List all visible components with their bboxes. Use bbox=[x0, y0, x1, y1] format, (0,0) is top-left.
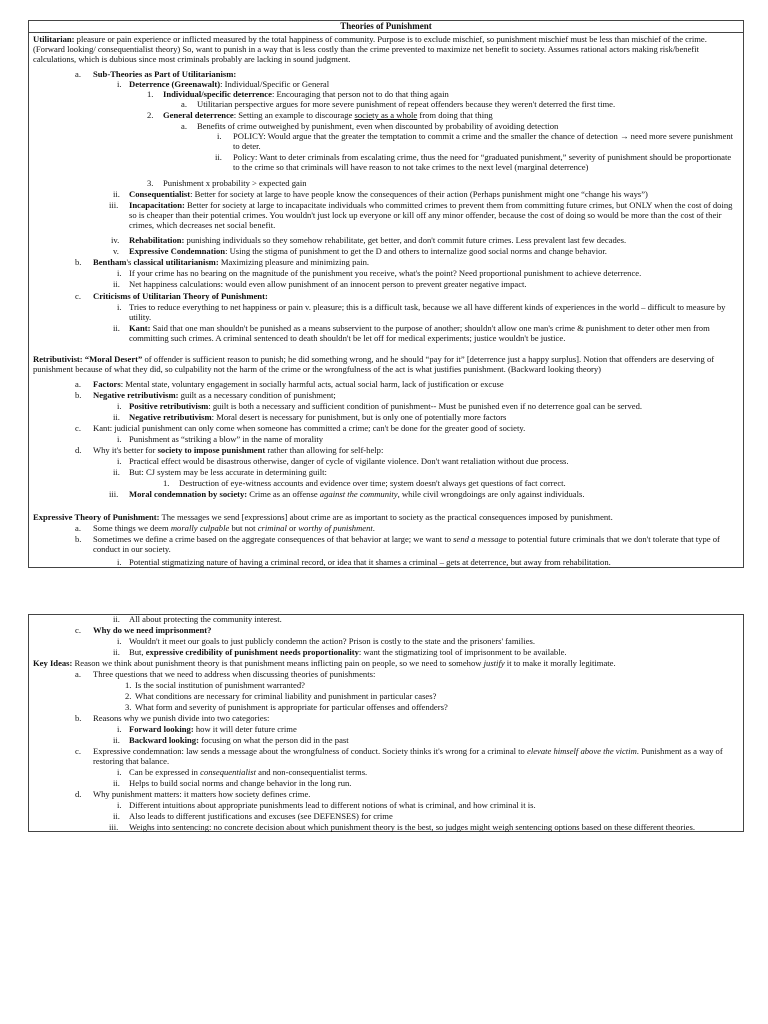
box1-line: i. bbox=[117, 79, 122, 89]
box1-line: But: CJ system may be less accurate in determining guilt: bbox=[129, 467, 327, 477]
box1-line: Moral condemnation by society: Crime as an offense against the community, while civil wrongdoings are only against individuals. bbox=[129, 489, 585, 499]
box1-line: Tries to reduce everything to net happiness or pain v. pleasure; this is a difficult task, because we all have different kinds of experiences in the world – difficult to measure by utility. bbox=[129, 302, 726, 322]
box2-line: 3. bbox=[125, 702, 132, 712]
box1-line: a. bbox=[75, 379, 81, 389]
box2-line: ii. bbox=[113, 647, 120, 657]
box1-line: a. bbox=[181, 121, 187, 131]
box1-line: Retributivist: “Moral Desert” of offender is sufficient reason to punish; he did something wrong, and he should “pay for it” [deterrence just a happy surplus]. Notion that offenders are deserving of punishment because of what they did, so culpability not the harm of the crime or the wrongfulness of the act is what justifies punishment. (Backward looking theory) bbox=[33, 354, 715, 374]
box1-line: ii. bbox=[113, 467, 120, 477]
box2-line: Why do we need imprisonment? bbox=[93, 625, 212, 635]
box1-line: iii. bbox=[109, 489, 119, 499]
box1-line: ii. bbox=[113, 412, 120, 422]
box2-line: But, expressive credibility of punishment needs proportionality: want the stigmatizing tool of imprisonment to be available. bbox=[129, 647, 567, 657]
box1-line: Individual/specific deterrence: Encouraging that person not to do that thing again bbox=[163, 89, 449, 99]
box1-line: 2. bbox=[147, 110, 154, 120]
box1-line: a. bbox=[75, 523, 81, 533]
box2-line: i. bbox=[117, 724, 122, 734]
box2-line: c. bbox=[75, 746, 81, 756]
box1-line: 1. bbox=[147, 89, 154, 99]
box1-line: 3. bbox=[147, 178, 154, 188]
box1-line: Kant: Said that one man shouldn't be punished as a means subservient to the purpose of another; shouldn't allow one man's crime & punishment to deter other men from committing such crimes. A criminal sentenced to death shouldn't be let off for medical experiments; justice wouldn't be justice. bbox=[129, 323, 710, 343]
box1-line: General deterrence: Setting an example to discourage society as a whole from doing that thing bbox=[163, 110, 493, 120]
box1-line: Factors: Mental state, voluntary engagement in socially harmful acts, actual social harm, lack of justification or excuse bbox=[93, 379, 504, 389]
box2-line: Reasons why we punish divide into two categories: bbox=[93, 713, 270, 723]
box1-line: ii. bbox=[113, 323, 120, 333]
box2-line: All about protecting the community interest. bbox=[129, 614, 282, 624]
box1-line: If your crime has no bearing on the magnitude of the punishment you receive, what's the point? Need proportional punishment to achieve deterrence. bbox=[129, 268, 642, 278]
box1-line: Potential stigmatizing nature of having a criminal record, or idea that it shames a criminal – gets at deterrence, but away from rehabilitation. bbox=[129, 557, 611, 567]
box1-line: POLICY: Would argue that the greater the temptation to commit a crime and the smaller the chance of detection → need more severe punishment to deter. bbox=[233, 131, 734, 151]
box1-line: Criticisms of Utilitarian Theory of Punishment: bbox=[93, 291, 268, 301]
box1-line: Kant: judicial punishment can only come when someone has committed a crime; can't be done for the greater good of society. bbox=[93, 423, 526, 433]
box1-line: 1. bbox=[163, 478, 170, 488]
box1-line: b. bbox=[75, 390, 82, 400]
box1-line: Sometimes we define a crime based on the aggregate consequences of that behavior at large; we want to send a message to potential future criminals that we don't tolerate that type of conduct in our society. bbox=[93, 534, 720, 554]
box2-line: Key Ideas: Reason we think about punishment theory is that punishment means inflicting pain on people, so we need to somehow justify it to make it morally legitimate. bbox=[33, 658, 616, 668]
box2-line: a. bbox=[75, 669, 81, 679]
box1-line: iii. bbox=[109, 200, 119, 210]
box1-line: Bentham's classical utilitarianism: Maximizing pleasure and minimizing pain. bbox=[93, 257, 370, 267]
box2-line: ii. bbox=[113, 778, 120, 788]
box1-line: Some things we deem morally culpable but not criminal or worthy of punishment. bbox=[93, 523, 375, 533]
box1-line: a. bbox=[181, 99, 187, 109]
box1-line: Rehabilitation: punishing individuals so they somehow rehabilitate, get better, and don't commit future crimes. Less prevalent last few decades. bbox=[129, 235, 627, 245]
box1-line: Net happiness calculations: would even allow punishment of an innocent person to prevent greater negative impact. bbox=[129, 279, 527, 289]
box2-line: What form and severity of punishment is appropriate for particular offenses and offenders? bbox=[135, 702, 448, 712]
box2-line: Wouldn't it meet our goals to just publicly condemn the action? Prison is costly to the state and the prisoners' families. bbox=[129, 636, 535, 646]
box1-line: Positive retributivism: guilt is both a necessary and sufficient condition of punishment-- Must be punished even if no deterrence goal can be served. bbox=[129, 401, 643, 411]
box1-line: a. bbox=[75, 69, 81, 79]
box2-line: Why punishment matters: it matters how society defines crime. bbox=[93, 789, 311, 799]
box2-line: d. bbox=[75, 789, 82, 799]
box1-line: Practical effect would be disastrous otherwise, danger of cycle of vigilante violence. Don't want retaliation without due process. bbox=[129, 456, 569, 466]
box2-line: 2. bbox=[125, 691, 132, 701]
box2-line: Expressive condemnation: law sends a message about the wrongfulness of conduct. Society thinks it's wrong for a criminal to elevate himself above the victim. Punishment as a way of restoring that balance. bbox=[93, 746, 723, 766]
box1-line: Benefits of crime outweighed by punishment, even when discounted by probability of avoiding detection bbox=[197, 121, 559, 131]
box1-line: Consequentialist: Better for society at large to have people know the consequences of their action (Perhaps punishment might one “change his ways”) bbox=[129, 189, 648, 199]
box2-line: c. bbox=[75, 625, 81, 635]
box1-line: Punishment as “striking a blow” in the name of morality bbox=[129, 434, 324, 444]
box1-line: Destruction of eye-witness accounts and evidence over time; system doesn't always get questions of fact correct. bbox=[179, 478, 566, 488]
box1-line: i. bbox=[217, 131, 222, 141]
box2-line: iii. bbox=[109, 822, 119, 832]
box2-line: Also leads to different justifications and excuses (see DEFENSES) for crime bbox=[129, 811, 393, 821]
box1-line: ii. bbox=[215, 152, 222, 162]
box1-line: b. bbox=[75, 534, 82, 544]
box1-line: i. bbox=[117, 268, 122, 278]
box2-line: Is the social institution of punishment warranted? bbox=[135, 680, 305, 690]
box2-line: i. bbox=[117, 767, 122, 777]
box1-line: i. bbox=[117, 456, 122, 466]
box1-line: Expressive Condemnation: Using the stigma of punishment to get the D and others to internalize good social norms and change behavior. bbox=[129, 246, 607, 256]
box2-line: ii. bbox=[113, 614, 120, 624]
box1-line: ii. bbox=[113, 189, 120, 199]
box2-line: Backward looking: focusing on what the person did in the past bbox=[129, 735, 349, 745]
box1-line: Utilitarian perspective argues for more severe punishment of repeat offenders because they weren't deterred the first time. bbox=[197, 99, 616, 109]
box1-line: i. bbox=[117, 434, 122, 444]
box1-line: b. bbox=[75, 257, 82, 267]
box1-line: Sub-Theories as Part of Utilitarianism: bbox=[93, 69, 237, 79]
box1-line: Incapacitation: Better for society at large to incapacitate individuals who committed crimes to prevent them from committing future crimes, but ONLY when the cost of doing so is cheaper than their potential crimes. You wouldn't just lock up everyone or kill off any minor offender, because the cost of doing so would be more than the cost of their crimes, which decreases net social benefit. bbox=[129, 200, 733, 230]
box2-line: Three questions that we need to address when discussing theories of punishments: bbox=[93, 669, 376, 679]
box1-line: iv. bbox=[111, 235, 120, 245]
box1-line: Negative retributivism: guilt as a necessary condition of punishment; bbox=[93, 390, 336, 400]
box1-line: Expressive Theory of Punishment: The messages we send [expressions] about crime are as important to society as the practical consequences imposed by punishment. bbox=[33, 512, 613, 522]
box2-line: 1. bbox=[125, 680, 132, 690]
box1-line: i. bbox=[117, 401, 122, 411]
box2-line: ii. bbox=[113, 735, 120, 745]
box2-line: ii. bbox=[113, 811, 120, 821]
box2-line: What conditions are necessary for criminal liability and punishment in particular cases? bbox=[135, 691, 437, 701]
box1-line: ii. bbox=[113, 279, 120, 289]
box1-line: Why it's better for society to impose punishment rather than allowing for self-help: bbox=[93, 445, 384, 455]
document-title: Theories of Punishment bbox=[29, 21, 743, 33]
notes-page-1 bbox=[28, 20, 744, 568]
box1-line: Punishment x probability > expected gain bbox=[163, 178, 307, 188]
box2-line: i. bbox=[117, 800, 122, 810]
box2-line: i. bbox=[117, 636, 122, 646]
box2-line: b. bbox=[75, 713, 82, 723]
box1-line: Utilitarian: pleasure or pain experience or inflicted measured by the total happiness of community. Purpose is to exclude mischief, so punishment mischief must be less than mischief of the crime. (Forward looking/ consequentialist theory) So, want to punish in a way that is less costly than the crime prevented to maximize net benefit to society. Assumes rational actors making risk/benefit calculations, which is dubious since most criminals probably are lacking in sound judgment. bbox=[33, 34, 707, 64]
box1-line: i. bbox=[117, 557, 122, 567]
box1-line: c. bbox=[75, 291, 81, 301]
box1-line: d. bbox=[75, 445, 82, 455]
box2-line: Different intuitions about appropriate punishments lead to different notions of what is criminal, and how criminal it is. bbox=[129, 800, 536, 810]
box1-line: v. bbox=[113, 246, 119, 256]
box2-line: Weighs into sentencing: no concrete decision about which punishment theory is the best, so judges might weigh sentencing options based on these different theories. bbox=[129, 822, 695, 832]
box2-line: Helps to build social norms and change behavior in the long run. bbox=[129, 778, 352, 788]
box1-line: c. bbox=[75, 423, 81, 433]
box2-line: Forward looking: how it will deter future crime bbox=[129, 724, 297, 734]
box1-line: Deterrence (Greenawalt): Individual/Specific or General bbox=[129, 79, 330, 89]
box1-line: Policy: Want to deter criminals from escalating crime, thus the need for “graduated punishment,” severity of punishment should be proportionate to the crime so that criminals will have reason to not take crimes to the next level (marginal deterrence) bbox=[233, 152, 732, 172]
box1-line: Negative retributivism: Moral desert is necessary for punishment, but is only one of potentially more factors bbox=[129, 412, 507, 422]
box2-line: Can be expressed in consequentialist and non-consequentialist terms. bbox=[129, 767, 368, 777]
notes-page-2 bbox=[28, 614, 744, 832]
box1-line: i. bbox=[117, 302, 122, 312]
